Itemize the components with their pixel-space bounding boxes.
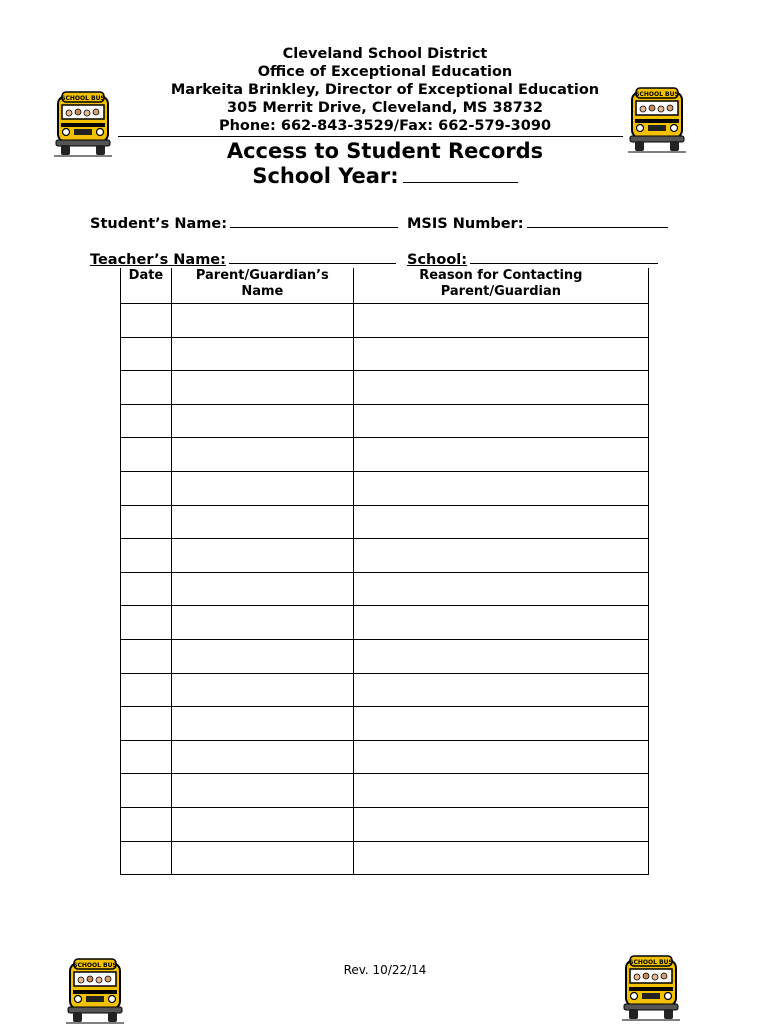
table-row: [121, 471, 649, 505]
page-title: Access to Student Records: [226, 139, 544, 163]
table-row: [121, 337, 649, 371]
teacher-name-row: [90, 250, 396, 269]
date-column-header: Date: [121, 268, 172, 304]
table-body: [121, 304, 649, 875]
reason-cell[interactable]: [353, 639, 648, 673]
date-cell[interactable]: [121, 505, 172, 539]
parent-name-cell[interactable]: [171, 572, 353, 606]
teacher-name-field[interactable]: [229, 250, 396, 264]
table-row: [121, 371, 649, 405]
parent-name-cell[interactable]: [171, 707, 353, 741]
reason-cell[interactable]: [353, 807, 648, 841]
parent-name-cell[interactable]: [171, 740, 353, 774]
date-cell[interactable]: [121, 807, 172, 841]
table-header-row: [121, 268, 649, 304]
district-name: Cleveland School District: [282, 46, 488, 62]
reason-cell[interactable]: [353, 841, 648, 875]
contact-log-table: [120, 268, 649, 875]
student-name-label: Student’s Name:: [90, 216, 228, 232]
table-row: [121, 404, 649, 438]
table-row: [121, 673, 649, 707]
reason-cell[interactable]: [353, 539, 648, 573]
date-cell[interactable]: [121, 606, 172, 640]
office-name: Office of Exceptional Education: [257, 64, 513, 80]
table-row: [121, 841, 649, 875]
table-row: [121, 539, 649, 573]
reason-cell[interactable]: [353, 707, 648, 741]
reason-cell[interactable]: [353, 337, 648, 371]
date-cell[interactable]: [121, 304, 172, 338]
reason-cell[interactable]: [353, 740, 648, 774]
parent-name-cell[interactable]: [171, 807, 353, 841]
table-row: [121, 572, 649, 606]
school-row: [407, 250, 658, 269]
date-cell[interactable]: [121, 404, 172, 438]
msis-number-field[interactable]: [527, 214, 668, 228]
table-row: [121, 639, 649, 673]
school-year-label: School Year:: [252, 164, 399, 188]
parent-name-cell[interactable]: [171, 639, 353, 673]
school-year-row: [0, 164, 770, 189]
date-cell[interactable]: [121, 707, 172, 741]
reason-cell[interactable]: [353, 572, 648, 606]
table-row: [121, 740, 649, 774]
msis-number-label: MSIS Number:: [407, 216, 524, 232]
letterhead: [0, 45, 770, 135]
parent-name-cell[interactable]: [171, 337, 353, 371]
date-cell[interactable]: [121, 438, 172, 472]
teacher-name-label: Teacher’s Name:: [90, 252, 226, 268]
parent-name-cell[interactable]: [171, 371, 353, 405]
table-row: [121, 606, 649, 640]
school-field[interactable]: [470, 250, 658, 264]
date-cell[interactable]: [121, 774, 172, 808]
reason-column-header: Reason for Contacting Parent/Guardian: [353, 268, 648, 304]
date-cell[interactable]: [121, 639, 172, 673]
date-cell[interactable]: [121, 337, 172, 371]
reason-cell[interactable]: [353, 606, 648, 640]
parent-name-cell[interactable]: [171, 438, 353, 472]
parent-name-cell[interactable]: [171, 539, 353, 573]
svg-text:SCHOOL BUS: SCHOOL BUS: [635, 91, 679, 98]
revision-date: Rev. 10/22/14: [343, 963, 427, 977]
reason-cell[interactable]: [353, 471, 648, 505]
date-cell[interactable]: [121, 673, 172, 707]
date-cell[interactable]: [121, 841, 172, 875]
reason-cell[interactable]: [353, 774, 648, 808]
reason-cell[interactable]: [353, 505, 648, 539]
date-cell[interactable]: [121, 371, 172, 405]
director-line: Markeita Brinkley, Director of Exceptional Education: [170, 82, 600, 98]
table-row: [121, 807, 649, 841]
school-year-field[interactable]: [403, 164, 518, 183]
table-row: [121, 304, 649, 338]
table-row: [121, 438, 649, 472]
school-label: School:: [407, 252, 468, 268]
svg-text:SCHOOL BUS: SCHOOL BUS: [629, 959, 673, 966]
parent-name-cell[interactable]: [171, 673, 353, 707]
parent-name-cell[interactable]: [171, 606, 353, 640]
date-cell[interactable]: [121, 572, 172, 606]
phone-fax-line: Phone: 662-843-3529/Fax: 662-579-3090: [218, 118, 552, 134]
svg-text:SCHOOL BUS: SCHOOL BUS: [73, 962, 117, 969]
reason-cell[interactable]: [353, 673, 648, 707]
reason-cell[interactable]: [353, 438, 648, 472]
reason-cell[interactable]: [353, 371, 648, 405]
table-row: [121, 707, 649, 741]
reason-cell[interactable]: [353, 404, 648, 438]
parent-name-cell[interactable]: [171, 841, 353, 875]
parent-name-column-header: Parent/Guardian’s Name: [171, 268, 353, 304]
parent-name-cell[interactable]: [171, 404, 353, 438]
parent-name-cell[interactable]: [171, 304, 353, 338]
address-line: 305 Merrit Drive, Cleveland, MS 38732: [227, 100, 543, 116]
header-divider: [118, 136, 623, 137]
parent-name-cell[interactable]: [171, 774, 353, 808]
parent-name-cell[interactable]: [171, 505, 353, 539]
date-cell[interactable]: [121, 539, 172, 573]
reason-cell[interactable]: [353, 304, 648, 338]
student-name-row: [90, 214, 398, 233]
date-cell[interactable]: [121, 740, 172, 774]
svg-text:SCHOOL BUS: SCHOOL BUS: [61, 95, 105, 102]
table-row: [121, 505, 649, 539]
table-row: [121, 774, 649, 808]
parent-name-cell[interactable]: [171, 471, 353, 505]
student-name-field[interactable]: [230, 214, 398, 228]
date-cell[interactable]: [121, 471, 172, 505]
msis-number-row: [407, 214, 668, 233]
